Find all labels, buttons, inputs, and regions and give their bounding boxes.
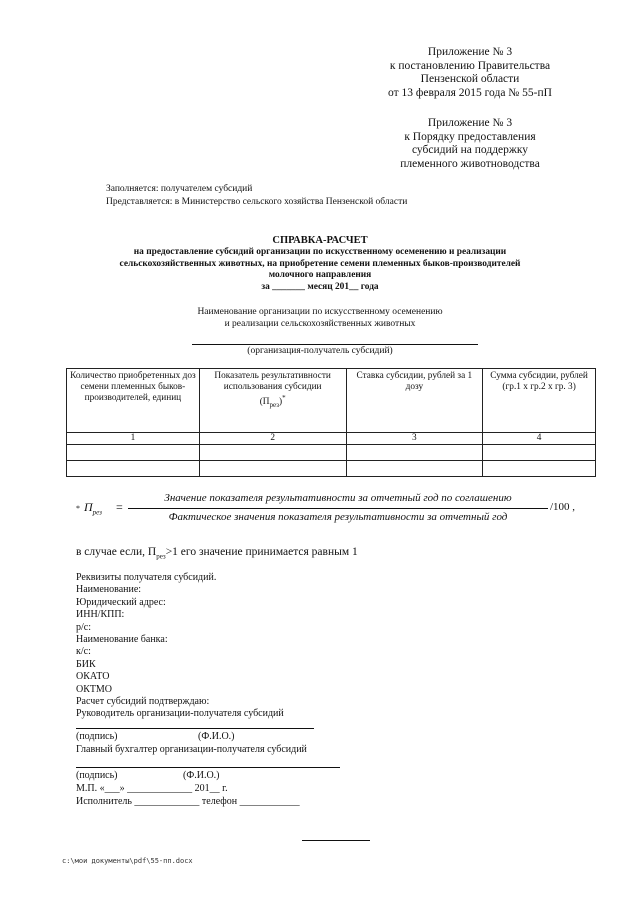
- accountant-label: Главный бухгалтер организации-получателя субсидий: [76, 744, 307, 755]
- note-sub: рез: [156, 552, 166, 561]
- column-number: 3: [346, 433, 483, 445]
- org-label-line: Наименование организации по искусственному осеменению: [197, 307, 443, 317]
- subsidy-table: [66, 368, 596, 477]
- appendix-header-1: [360, 46, 580, 100]
- org-caption: (организация-получатель субсидий): [247, 346, 393, 356]
- signature-line-1: [76, 728, 314, 729]
- header-performance: [199, 369, 346, 433]
- header-quantity: Количество приобретенных доз семени племенных быков-производителей, единиц: [67, 369, 200, 433]
- title-line: на предоставление субсидий организации по искусственному осеменению и реализации: [133, 247, 507, 257]
- table-cell[interactable]: [67, 445, 200, 461]
- requisite-line: Руководитель организации-получателя субсидий: [76, 708, 284, 720]
- table-row: [67, 461, 596, 477]
- org-label-line: и реализации сельскохозяйственных животных: [224, 318, 416, 329]
- header-performance-sub: рез: [269, 401, 279, 410]
- requisite-line: БИК: [76, 658, 96, 670]
- org-label: [150, 307, 490, 330]
- appendix-1-line: от 13 февраля 2015 года № 55-пП: [388, 86, 552, 99]
- requisite-line: Наименование:: [76, 584, 142, 596]
- appendix-2-line: субсидий на поддержку: [411, 144, 529, 156]
- formula-star: *: [76, 504, 80, 513]
- requisite-line: к/с:: [76, 646, 91, 658]
- appendix-header-2: [360, 117, 580, 171]
- column-number: 2: [199, 433, 346, 445]
- formula-numerator: Значение показателя результативности за отчетный год по соглашению: [164, 492, 512, 504]
- table-cell[interactable]: [346, 445, 483, 461]
- fraction-line: [128, 508, 548, 509]
- formula-note: [76, 546, 358, 560]
- signature-label: (подпись): [76, 770, 118, 781]
- table-cell[interactable]: [346, 461, 483, 477]
- note-text-before: в случае если, П: [76, 546, 157, 558]
- requisite-line: Реквизиты получателя субсидий.: [76, 572, 217, 583]
- signature-caption-1: [76, 731, 376, 743]
- formula-symbol-letter: П: [84, 500, 93, 514]
- appendix-1-line: к постановлению Правительства: [389, 59, 551, 72]
- appendix-2-line: Приложение № 3: [427, 117, 513, 129]
- table-number-row: [67, 433, 596, 445]
- filled-by-text: Заполняется: получателем субсидий: [106, 184, 253, 194]
- title-main: СПРАВКА-РАСЧЕТ: [272, 235, 368, 246]
- appendix-1-line: Пензенской области: [420, 73, 520, 85]
- requisite-line: Наименование банка:: [76, 634, 168, 646]
- requisite-line: Юридический адрес:: [76, 596, 166, 608]
- requisite-line: ОКТМО: [76, 683, 112, 695]
- formula-tail: /100 ,: [550, 501, 576, 513]
- formula-symbol: [84, 500, 102, 516]
- page-end-line: [302, 840, 370, 841]
- submitted-to-text: Представляется: в Министерство сельского хозяйства Пензенской области: [106, 197, 408, 207]
- title-period: за _______ месяц 201__ года: [261, 281, 379, 292]
- formula-denominator: Фактическое значения показателя результативности за отчетный год: [168, 511, 508, 523]
- appendix-2-line: племенного животноводства: [400, 157, 540, 170]
- table-cell[interactable]: [483, 461, 596, 477]
- stamp-date-line: М.П. «___» _____________ 201__ г.: [76, 783, 228, 794]
- fio-label: (Ф.И.О.): [183, 770, 220, 781]
- formula: [76, 492, 596, 532]
- title-line: молочного направления: [268, 270, 372, 281]
- appendix-2-line: к Порядку предоставления: [404, 130, 536, 143]
- signature-line-2: [76, 767, 340, 768]
- header-performance-mark: *: [282, 394, 286, 403]
- table-cell[interactable]: [483, 445, 596, 461]
- header-performance-label: Показатель результативности использования субсидии: [214, 371, 331, 393]
- table-header-row: [67, 369, 596, 433]
- note-text-after: >1 его значение принимается равным 1: [165, 546, 358, 558]
- signature-caption-2: [76, 770, 376, 782]
- requisite-line: ИНН/КПП:: [76, 609, 125, 621]
- formula-equals: =: [116, 500, 123, 514]
- header-performance-symbol: (П: [259, 397, 270, 408]
- signature-label: (подпись): [76, 731, 118, 742]
- table-cell[interactable]: [199, 461, 346, 477]
- footer-file-path: c:\мои документы\pdf\55-пп.docx: [62, 857, 193, 865]
- requisites-block: [76, 572, 284, 721]
- document-title: [100, 234, 540, 293]
- table-cell[interactable]: [199, 445, 346, 461]
- org-name-underline: [192, 344, 478, 345]
- requisite-line: р/с:: [76, 621, 91, 633]
- appendix-1-line: Приложение № 3: [427, 46, 513, 58]
- column-number: 4: [483, 433, 596, 445]
- fio-label: (Ф.И.О.): [198, 731, 235, 742]
- table-row: [67, 445, 596, 461]
- requisite-line: Расчет субсидий подтверждаю:: [76, 696, 210, 708]
- title-line: сельскохозяйственных животных, на приобретение семени племенных быков-производителей: [119, 258, 521, 269]
- table-cell[interactable]: [67, 461, 200, 477]
- header-rate: Ставка субсидии, рублей за 1 дозу: [346, 369, 483, 433]
- column-number: 1: [67, 433, 200, 445]
- executor-line: Исполнитель _____________ телефон ____________: [76, 796, 300, 807]
- header-amount: Сумма субсидии, рублей (гр.1 х гр.2 х гр. 3): [483, 369, 596, 433]
- formula-symbol-sub: рез: [92, 508, 102, 517]
- requisite-line: ОКАТО: [76, 671, 110, 683]
- header-performance-close: ): [278, 397, 283, 408]
